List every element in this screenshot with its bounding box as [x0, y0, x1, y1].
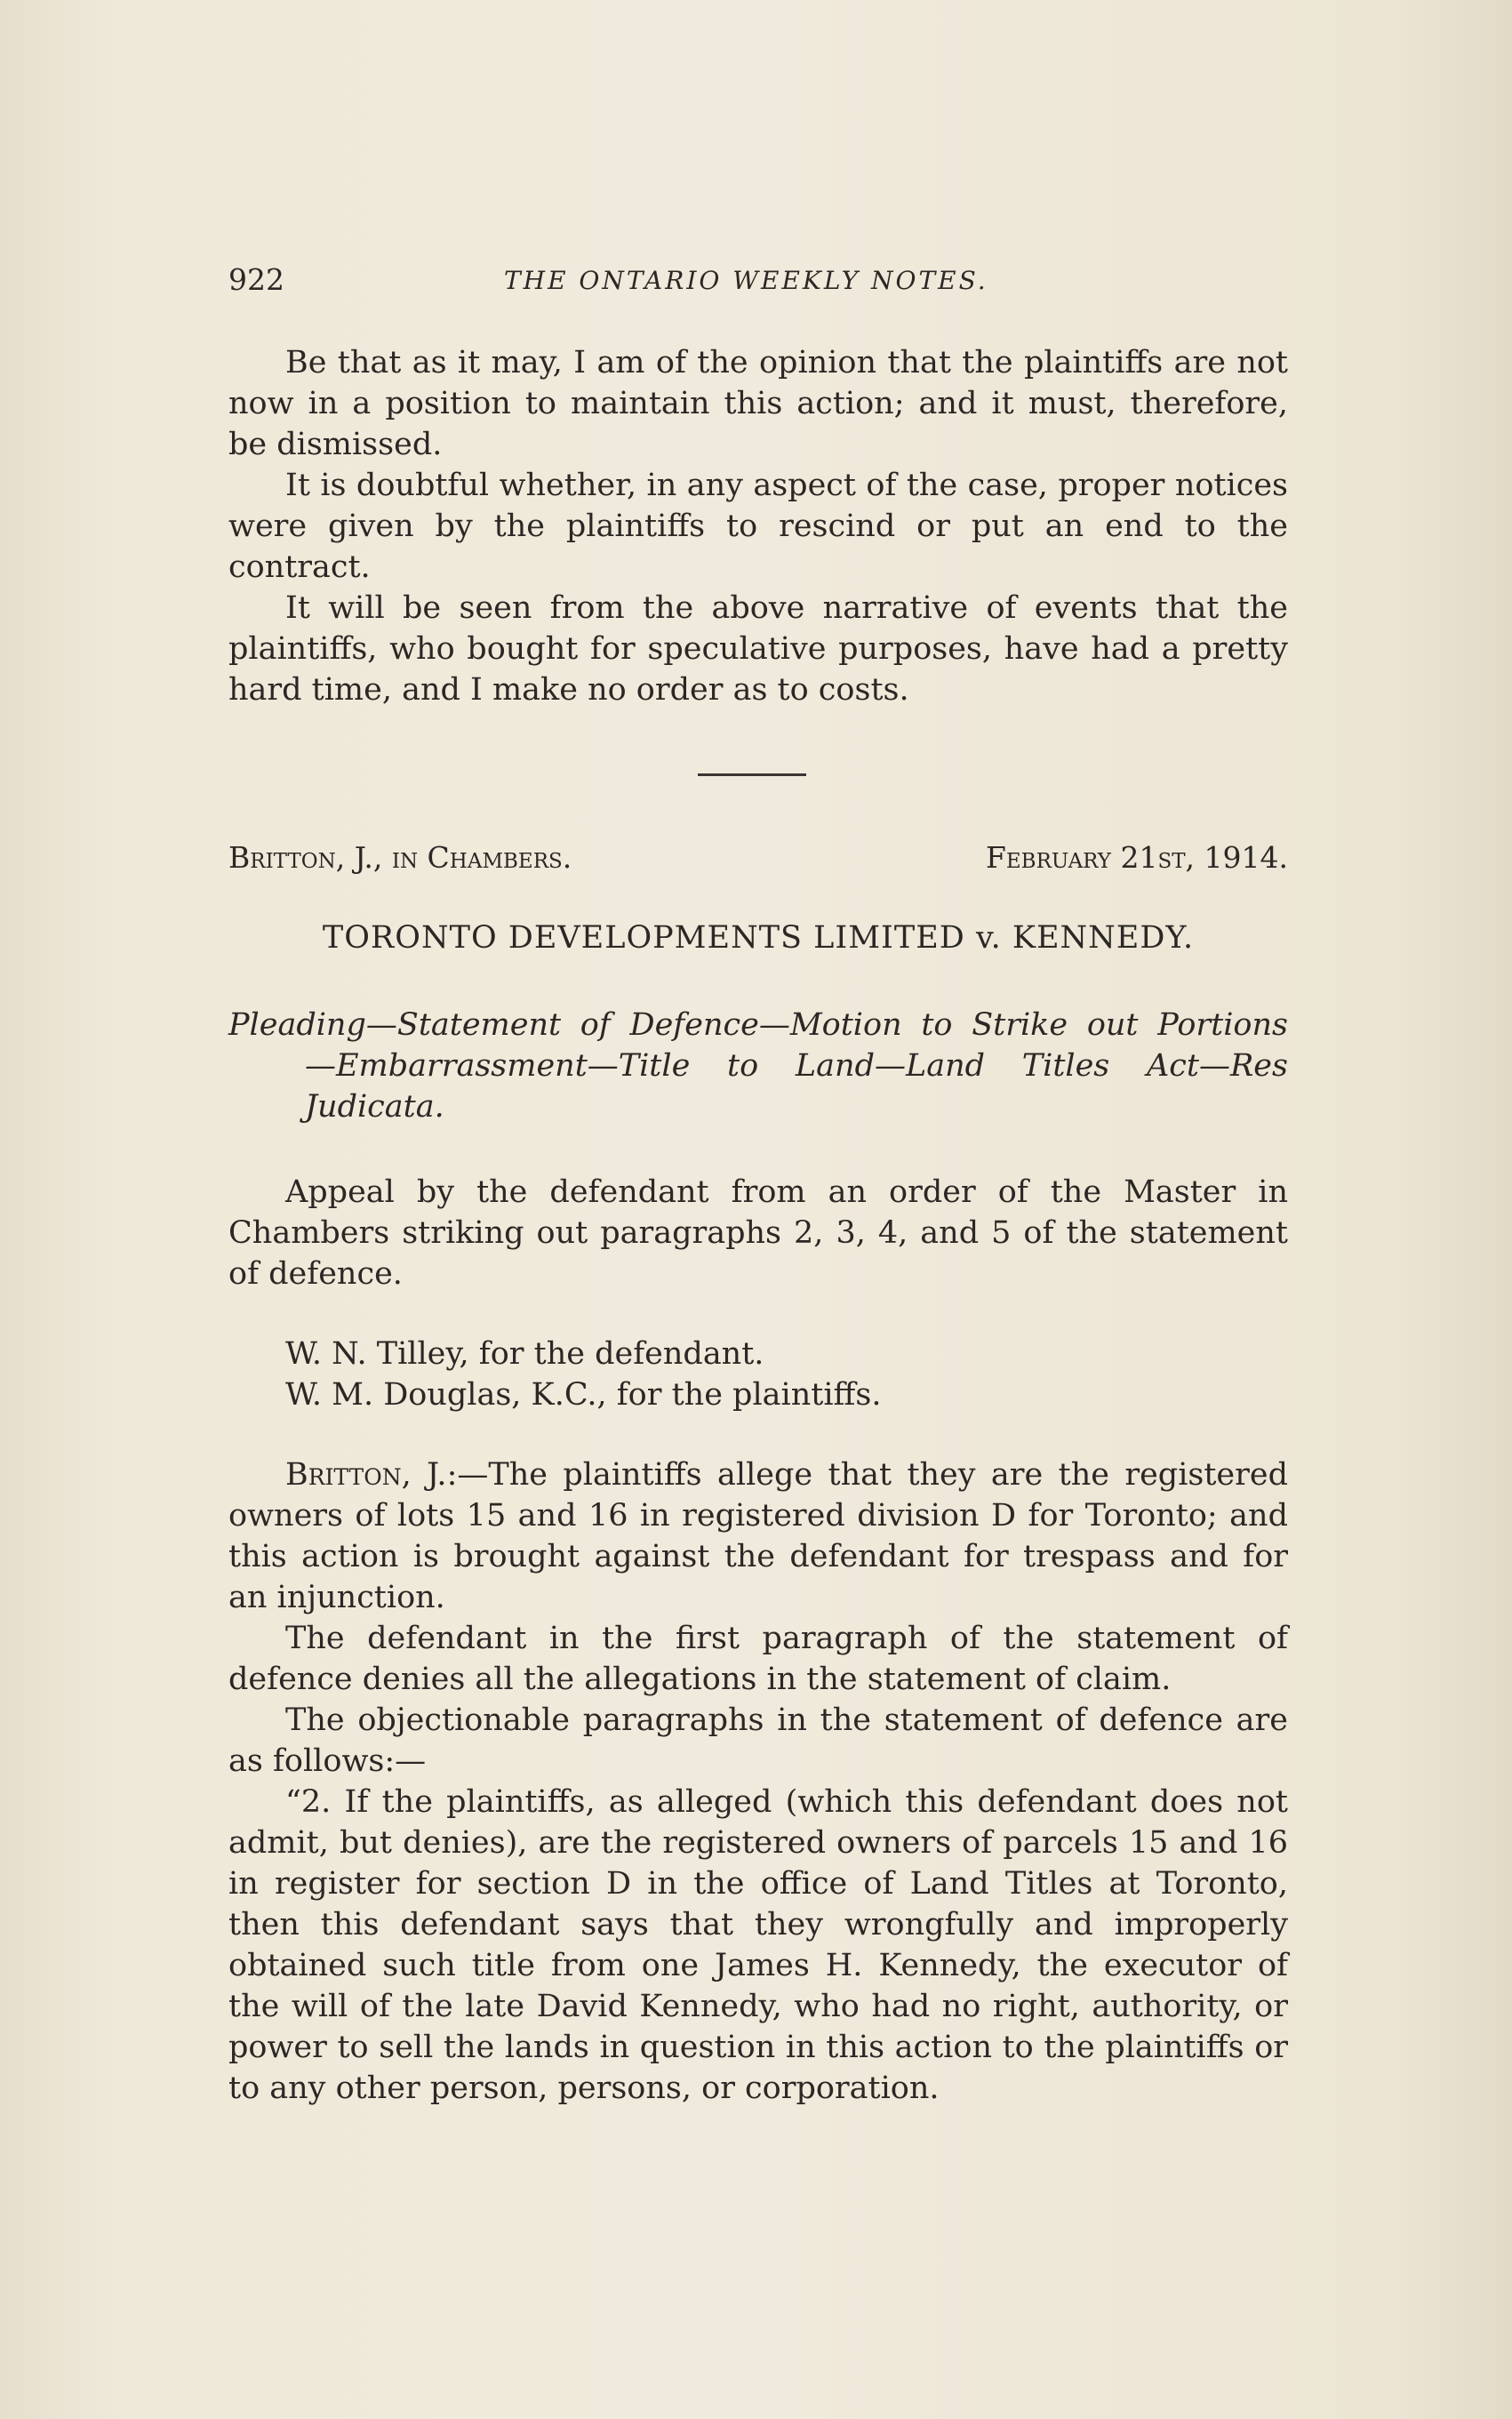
judgment	[228, 1454, 1288, 2109]
headnote-line: Pleading—Statement of Defence—Motion to Strike out Portions	[228, 1007, 1288, 1043]
section-divider	[698, 773, 806, 776]
page-header	[228, 262, 1288, 298]
paragraph-text: :—The plaintiffs allege that they are the registered owners of lots 15 and 16 in registered division D for Toronto; and this action is brought against the defendant for trespass and for an injunction.	[228, 1457, 1288, 1615]
court-judge: Britton, J., in Chambers.	[228, 840, 572, 875]
paragraph: Be that as it may, I am of the opinion that the plaintiffs are not now in a position to maintain this action; and it must, therefore, be dismissed.	[228, 345, 1288, 462]
prior-case-conclusion	[228, 342, 1288, 710]
court-date: February 21st, 1914.	[985, 840, 1288, 875]
judge-name: Britton, J.	[285, 1457, 447, 1493]
court-line	[228, 840, 1288, 881]
case-title: TORONTO DEVELOPMENTS LIMITED v. KENNEDY.	[322, 920, 1195, 956]
running-title: THE ONTARIO WEEKLY NOTES.	[504, 266, 988, 295]
headnote-line: Judicata.	[305, 1089, 444, 1125]
paragraph: It will be seen from the above narrative of events that the plaintiffs, who bought for speculative purposes, have had a pretty hard time, and I make no order as to costs.	[228, 590, 1288, 708]
paragraph: It is doubtful whether, in any aspect of the case, proper notices were given by the plaintiffs to rescind or put an end to the contract.	[228, 468, 1288, 585]
counsel-line: W. N. Tilley, for the defendant.	[285, 1336, 764, 1372]
page-number: 922	[228, 262, 284, 297]
appeal-statement	[228, 1172, 1288, 1294]
counsel-list	[285, 1334, 1288, 1415]
counsel-line: W. M. Douglas, K.C., for the plaintiffs.	[285, 1377, 882, 1413]
paragraph: “2. If the plaintiffs, as alleged (which this defendant does not admit, but denies), are the registered owners of parcels 15 and 16 in register for section D in the office of Land Titles at Toronto, then this defendant says that they wrongfully and improperly obtained such title from one James H. Kennedy, the executor of the will of the late David Kennedy, who had no right, authority, or power to sell the lands in question in this action to the plaintiffs or to any other person, persons, or corporation.	[228, 1784, 1288, 2106]
paragraph	[228, 1454, 1288, 1618]
paragraph: Appeal by the defendant from an order of the Master in Chambers striking out paragraphs 2, 3, 4, and 5 of the statement of defence.	[228, 1174, 1288, 1292]
paragraph: The objectionable paragraphs in the statement of defence are as follows:—	[228, 1702, 1288, 1779]
headnote-line: —Embarrassment—Title to Land—Land Titles Act—Res	[305, 1048, 1288, 1084]
headnote	[228, 1005, 1288, 1127]
paragraph: The defendant in the first paragraph of the statement of defence denies all the allegations in the statement of claim.	[228, 1621, 1288, 1697]
